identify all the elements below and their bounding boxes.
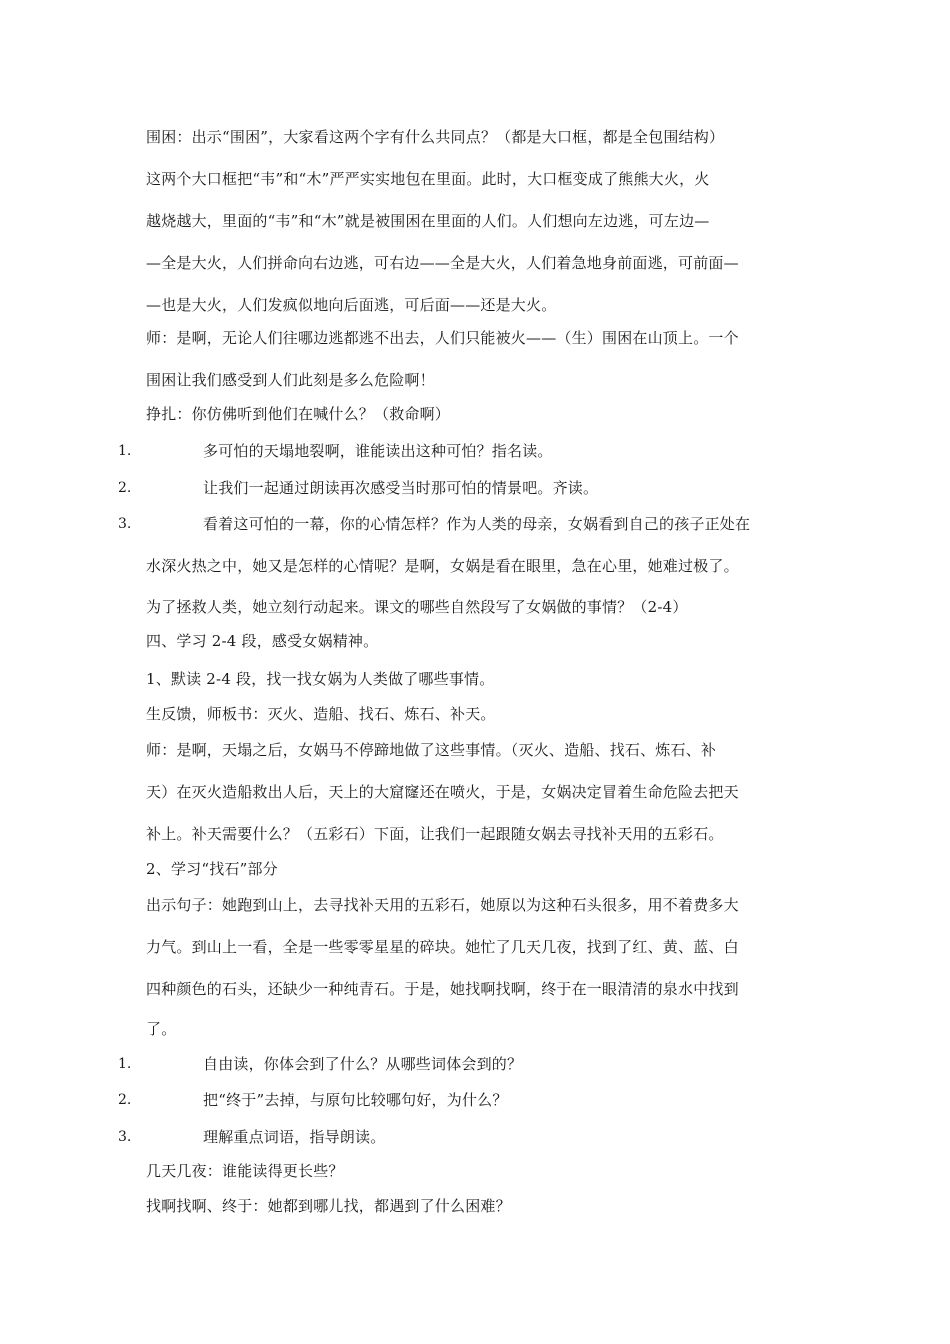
list-item: 看着这可怕的一幕，你的心情怎样？作为人类的母亲，女娲看到自己的孩子正处在 [203,515,751,533]
list-number: 3. [118,1129,132,1145]
text-line: 出示句子：她跑到山上，去寻找补天用的五彩石，她原以为这种石头很多，用不着费多大 [146,896,739,914]
text-line: 几天几夜：谁能读得更长些？ [146,1162,344,1180]
text-line: 师：是啊，无论人们往哪边逃都逃不出去，人们只能被火——（生）围困在山顶上。一个 [146,329,739,347]
text-line: 四种颜色的石头，还缺少一种纯青石。于是，她找啊找啊，终于在一眼清清的泉水中找到 [146,980,739,998]
text-line: 围困让我们感受到人们此刻是多么危险啊！ [146,371,435,389]
section-heading: 四、学习 2-4 段，感受女娲精神。 [146,632,379,650]
text-line: 水深火热之中，她又是怎样的心情呢？是啊，女娲是看在眼里，急在心里，她难过极了。 [146,557,739,575]
list-item: 多可怕的天塌地裂啊，谁能读出这种可怕？指名读。 [203,442,553,460]
text-line: 了。 [146,1020,177,1038]
text-line: 师：是啊，天塌之后，女娲马不停蹄地做了这些事情。（灭火、造船、找石、炼石、补 [146,741,717,759]
list-number: 2. [118,480,132,496]
text-line: 这两个大口框把“韦”和“木”严严实实地包在里面。此时，大口框变成了熊熊大火，火 [146,170,710,188]
text-line: 天）在灭火造船救出人后，天上的大窟窿还在喷火，于是，女娲决定冒着生命危险去把天 [146,783,739,801]
text-line: 挣扎：你仿佛听到他们在喊什么？（救命啊） [146,405,451,423]
text-line: 力气。到山上一看，全是一些零零星星的碎块。她忙了几天几夜，找到了红、黄、蓝、白 [146,938,739,956]
text-line: 找啊找啊、终于：她都到哪儿找，都遇到了什么困难？ [146,1197,511,1215]
text-line: 生反馈，师板书：灭火、造船、找石、炼石、补天。 [146,705,496,723]
list-item: 让我们一起通过朗读再次感受当时那可怕的情景吧。齐读。 [203,479,599,497]
text-line: 为了拯救人类，她立刻行动起来。课文的哪些自然段写了女娲做的事情？（2-4） [146,598,688,616]
text-line: 补上。补天需要什么？（五彩石）下面，让我们一起跟随女娲去寻找补天用的五彩石。 [146,825,724,843]
text-line: 1、默读 2-4 段，找一找女娲为人类做了哪些事情。 [146,670,495,688]
subsection-heading: 2、学习“找石”部分 [146,860,278,878]
list-number: 3. [118,516,132,532]
list-item: 把“终于”去掉，与原句比较哪句好，为什么？ [203,1091,508,1109]
text-line: —也是大火，人们发疯似地向后面逃，可后面——还是大火。 [146,296,557,314]
list-number: 2. [118,1092,132,1108]
list-number: 1. [118,443,132,459]
list-item: 自由读，你体会到了什么？从哪些词体会到的？ [203,1055,523,1073]
text-line: 越烧越大，里面的“韦”和“木”就是被围困在里面的人们。人们想向左边逃，可左边— [146,212,710,230]
text-line: —全是大火，人们拼命向右边逃，可右边——全是大火，人们着急地身前面逃，可前面— [146,254,739,272]
text-line: 围困：出示“围困”，大家看这两个字有什么共同点？（都是大口框，都是全包围结构） [146,128,725,146]
list-item: 理解重点词语，指导朗读。 [203,1128,386,1146]
list-number: 1. [118,1056,132,1072]
